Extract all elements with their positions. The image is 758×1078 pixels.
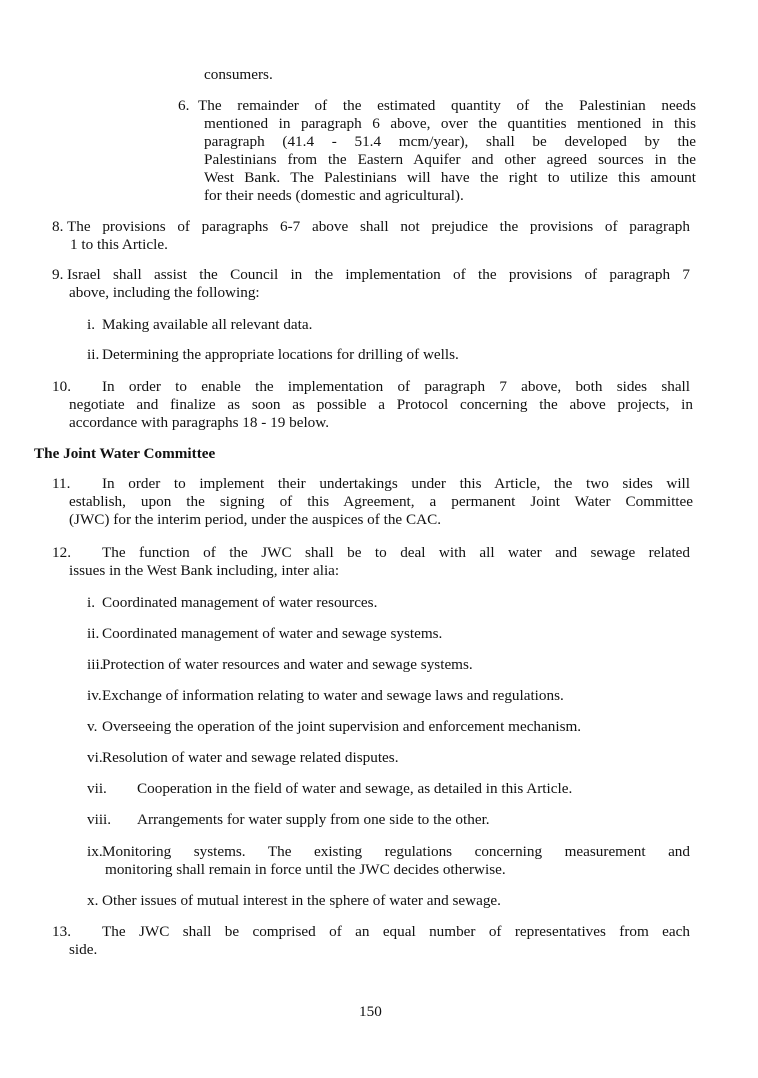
list-item-text: Resolution of water and sewage related disputes. <box>102 749 399 766</box>
paragraph-line: negotiate and finalize as soon as possible a Protocol concerning the above projects, in <box>69 396 693 413</box>
list-item-text: Overseeing the operation of the joint supervision and enforcement mechanism. <box>102 718 582 735</box>
list-item-text: Monitoring systems. The existing regulations concerning measurement and <box>102 843 690 860</box>
list-marker: vi. <box>87 749 103 766</box>
paragraph-line: establish, upon the signing of this Agreement, a permanent Joint Water Committee <box>69 493 693 510</box>
list-marker: iv. <box>87 687 102 704</box>
list-marker: ii. <box>87 625 100 642</box>
paragraph-line: issues in the West Bank including, inter alia: <box>69 562 340 579</box>
list-item-text: Exchange of information relating to water and sewage laws and regulations. <box>102 687 564 704</box>
list-item-text: Other issues of mutual interest in the sphere of water and sewage. <box>102 892 501 909</box>
paragraph-line: The provisions of paragraphs 6-7 above shall not prejudice the provisions of paragraph <box>67 218 690 235</box>
carryover-text: consumers. <box>204 66 273 83</box>
list-marker: viii. <box>87 811 112 828</box>
list-marker: v. <box>87 718 98 735</box>
list-item-text: Coordinated management of water and sewage systems. <box>102 625 443 642</box>
paragraph-line: (JWC) for the interim period, under the auspices of the CAC. <box>69 511 441 528</box>
paragraph-number: 12. <box>52 544 71 561</box>
list-marker: ix. <box>87 843 103 860</box>
list-marker: i. <box>87 316 96 333</box>
list-marker: iii. <box>87 656 104 673</box>
paragraph-line: The function of the JWC shall be to deal with all water and sewage related <box>102 544 690 561</box>
page-number: 150 <box>359 1003 382 1020</box>
list-item-text: Protection of water resources and water and sewage systems. <box>102 656 473 673</box>
paragraph-line: above, including the following: <box>69 284 260 301</box>
list-marker: vii. <box>87 780 107 797</box>
subparagraph-line: mentioned in paragraph 6 above, over the quantities mentioned in this <box>204 115 696 132</box>
paragraph-number: 9. <box>52 266 64 283</box>
subparagraph-line: The remainder of the estimated quantity of the Palestinian needs <box>198 97 696 114</box>
paragraph-line: accordance with paragraphs 18 - 19 below. <box>69 414 330 431</box>
list-marker: i. <box>87 594 96 611</box>
subparagraph-line: Palestinians from the Eastern Aquifer and other agreed sources in the <box>204 151 696 168</box>
subparagraph-line: West Bank. The Palestinians will have the right to utilize this amount <box>204 169 696 186</box>
paragraph-number: 13. <box>52 923 71 940</box>
paragraph-line: Israel shall assist the Council in the implementation of the provisions of paragraph 7 <box>67 266 690 283</box>
paragraph-number: 8. <box>52 218 64 235</box>
list-marker: x. <box>87 892 99 909</box>
section-heading: The Joint Water Committee <box>34 445 216 462</box>
paragraph-line: In order to implement their undertakings under this Article, the two sides will <box>102 475 690 492</box>
list-item-text: Determining the appropriate locations for drilling of wells. <box>102 346 459 363</box>
paragraph-line: The JWC shall be comprised of an equal number of representatives from each <box>102 923 690 940</box>
subparagraph-line: paragraph (41.4 - 51.4 mcm/year), shall be developed by the <box>204 133 696 150</box>
paragraph-number: 11. <box>52 475 71 492</box>
list-item-text: Arrangements for water supply from one side to the other. <box>137 811 490 828</box>
paragraph-line: side. <box>69 941 98 958</box>
list-item-text: Making available all relevant data. <box>102 316 313 333</box>
paragraph-line: In order to enable the implementation of paragraph 7 above, both sides shall <box>102 378 690 395</box>
subparagraph-number: 6. <box>178 97 190 114</box>
paragraph-line: 1 to this Article. <box>70 236 168 253</box>
paragraph-number: 10. <box>52 378 71 395</box>
list-item-text: Cooperation in the field of water and sewage, as detailed in this Article. <box>137 780 573 797</box>
list-marker: ii. <box>87 346 100 363</box>
list-item-text: Coordinated management of water resources. <box>102 594 378 611</box>
list-item-text-continued: monitoring shall remain in force until the JWC decides otherwise. <box>105 861 506 878</box>
subparagraph-line: for their needs (domestic and agricultural). <box>204 187 464 204</box>
